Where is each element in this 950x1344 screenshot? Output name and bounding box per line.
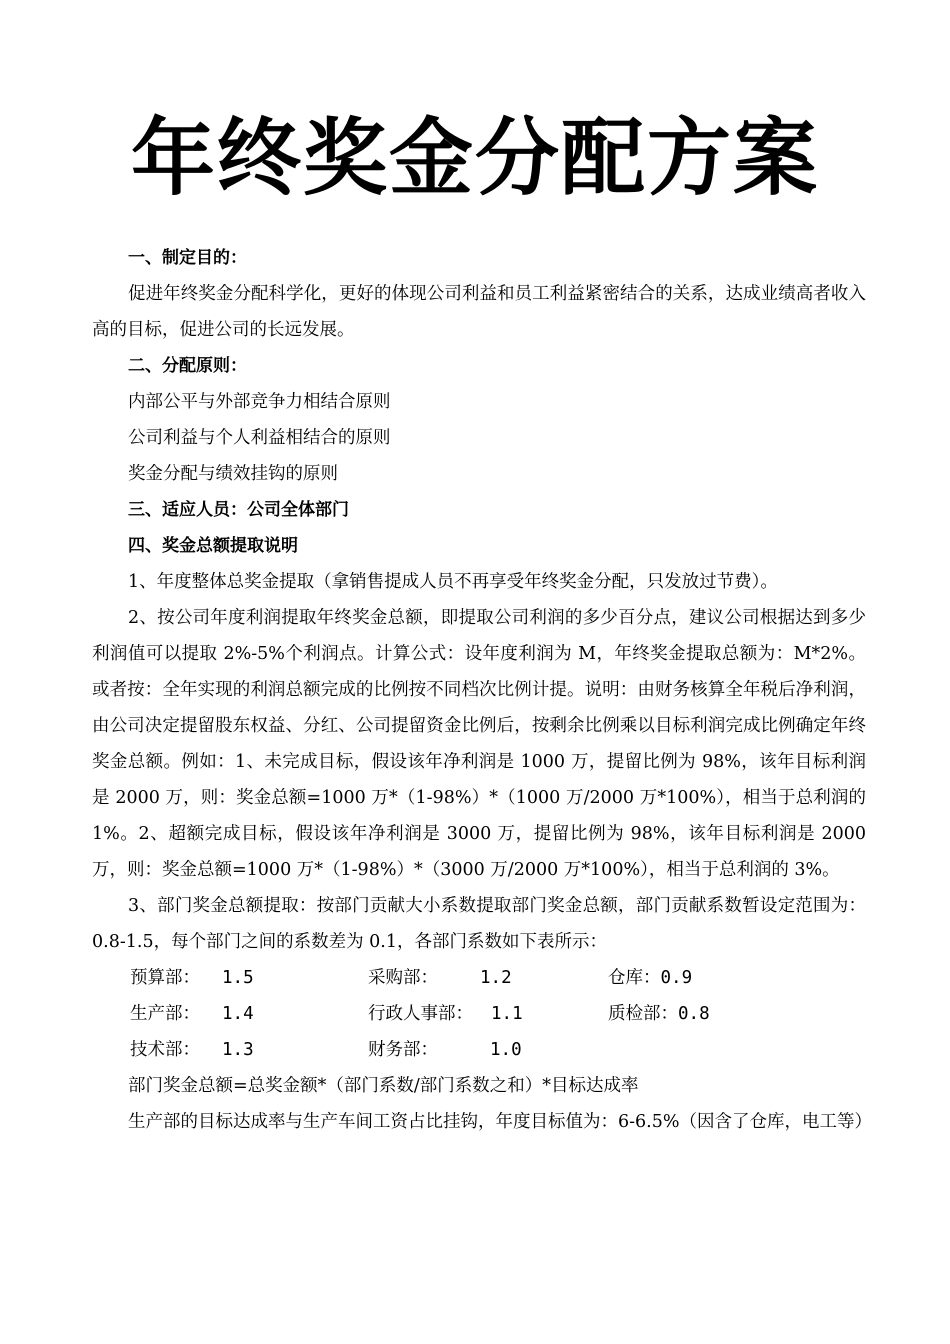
section-3-heading: 三、适应人员：公司全体部门: [128, 500, 349, 520]
coefficient-row: [92, 960, 866, 996]
department-coefficient: 1.3: [222, 1040, 254, 1060]
section-4-heading: 四、奖金总额提取说明: [128, 536, 298, 556]
coefficient-item: [130, 996, 368, 1032]
department-name: 生产部：: [130, 1004, 200, 1024]
document-title: 年终奖金分配方案: [130, 109, 819, 207]
department-name: 财务部：: [368, 1040, 438, 1060]
section-1-heading: 一、制定目的：: [128, 248, 247, 268]
department-coefficient: 1.5: [222, 968, 254, 988]
document-body: [92, 240, 873, 1140]
section-1-body: 促进年终奖金分配科学化，更好的体现公司利益和员工利益紧密结合的关系，达成业绩高者收入高的目标，促进公司的长远发展。: [92, 284, 866, 340]
department-name: 仓库：: [608, 968, 661, 988]
department-coefficient: 1.0: [490, 1040, 522, 1060]
department-coefficient: 1.2: [480, 968, 512, 988]
coefficient-item: [130, 1032, 368, 1068]
coefficient-item: [130, 960, 368, 996]
coefficient-row: [92, 996, 866, 1032]
principle-item: 公司利益与个人利益相结合的原则: [128, 428, 391, 448]
coefficient-row: [92, 1032, 866, 1068]
principle-item: 奖金分配与绩效挂钩的原则: [128, 464, 338, 484]
department-coefficient: 0.8: [678, 1004, 710, 1024]
department-coefficient: 1.1: [491, 1004, 523, 1024]
department-name: 预算部：: [130, 968, 200, 988]
department-name: 采购部：: [368, 968, 438, 988]
coefficient-item: [368, 960, 608, 996]
department-coefficient: 1.4: [222, 1004, 254, 1024]
section-4-paragraph-1: 1、年度整体总奖金提取（拿销售提成人员不再享受年终奖金分配，只发放过节费）。: [128, 572, 778, 592]
coefficient-item: [608, 960, 808, 996]
department-name: 行政人事部：: [368, 1004, 473, 1024]
coefficient-item: [368, 996, 608, 1032]
department-coefficient: 0.9: [660, 968, 693, 988]
section-2-heading: 二、分配原则：: [128, 356, 247, 376]
coefficient-item: [608, 996, 808, 1032]
department-name: 质检部：: [608, 1004, 678, 1024]
coefficient-item: [368, 1032, 608, 1068]
bonus-formula: 部门奖金总额=总奖金额*（部门系数/部门系数之和）*目标达成率: [128, 1076, 639, 1096]
section-4-paragraph-2: 2、按公司年度利润提取年终奖金总额，即提取公司利润的多少百分点，建议公司根据达到多少利润值可以提取 2%-5%个利润点。计算公式：设年度利润为 M，年终奖金提取总额为：M*2%。或者按：全年实现的利润总额完成的比例按不同档次比例计提。说明：由财务核算全年税后净利润，由公司决定提留股东权益、分红、公司提留资金比例后，按剩余比例乘以目标利润完成比例确定年终奖金总额。例如：1、未完成目标，假设该年净利润是 1000 万，提留比例为 98%，该年目标利润是 2000 万，则：奖金总额=1000 万*（1-98%）*（1000 万/2000 万*100%），相当于总利润的 1%。2、超额完成目标，假设该年净利润是 3000 万，提留比例为 98%，该年目标利润是 2000 万，则：奖金总额=1000 万*（1-98%）*（3000 万/2000 万*100%），相当于总利润的 3%。: [92, 608, 866, 880]
section-4-paragraph-3: 3、部门奖金总额提取：按部门贡献大小系数提取部门奖金总额，部门贡献系数暂设定范围为：0.8-1.5，每个部门之间的系数差为 0.1，各部门系数如下表所示：: [92, 896, 866, 952]
section-4-paragraph-4: 生产部的目标达成率与生产车间工资占比挂钩，年度目标值为：6-6.5%（因含了仓库，电工等）: [128, 1112, 873, 1132]
principle-item: 内部公平与外部竞争力相结合原则: [128, 392, 391, 412]
department-name: 技术部：: [130, 1040, 200, 1060]
